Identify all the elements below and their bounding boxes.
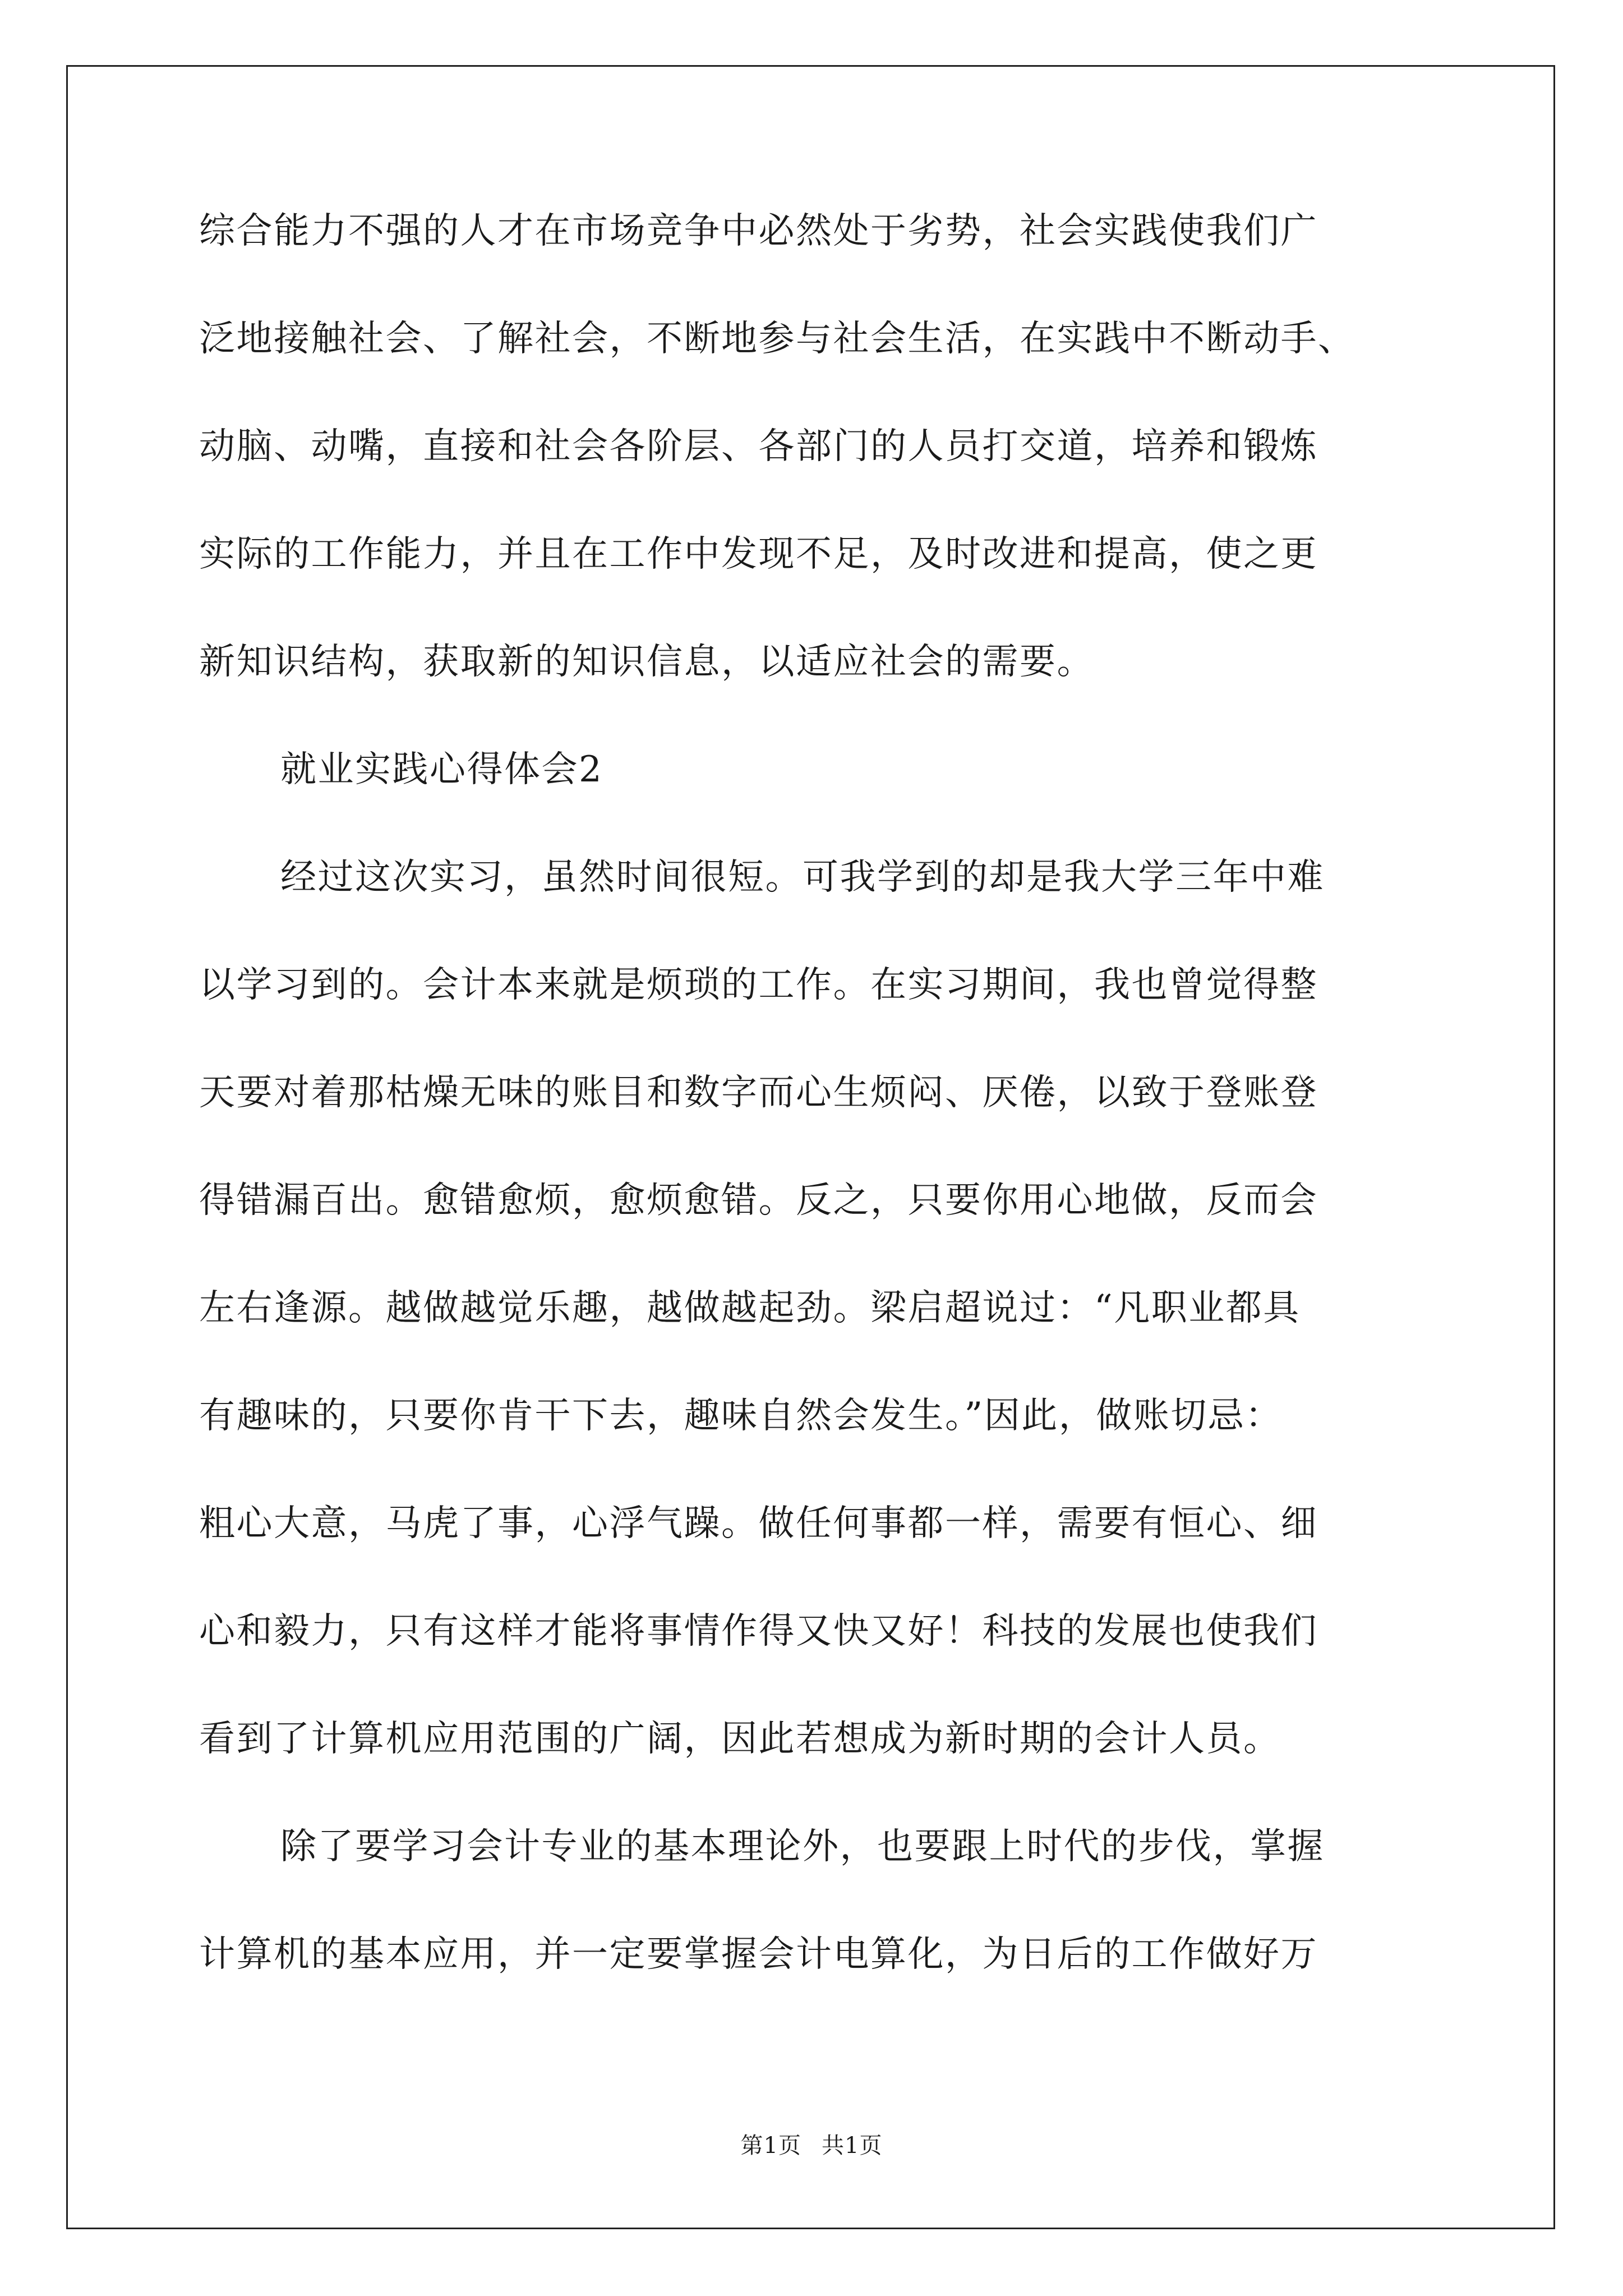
text-line: 心和毅力，只有这样才能将事情作得又快又好！科技的发展也使我们 — [199, 1611, 1318, 1652]
text-line: 除了要学习会计专业的基本理论外，也要跟上时代的步伐，掌握 — [280, 1826, 1325, 1867]
text-line: 看到了计算机应用范围的广阔，因此若想成为新时期的会计人员。 — [199, 1718, 1281, 1760]
section-heading: 就业实践心得体会2 — [280, 749, 603, 790]
text-line: 动脑、动嘴，直接和社会各阶层、各部门的人员打交道，培养和锻炼 — [199, 426, 1318, 467]
text-line: 有趣味的，只要你肯干下去，趣味自然会发生。”因此，做账切忌： — [199, 1395, 1283, 1437]
page-border — [66, 65, 1555, 2229]
text-line: 得错漏百出。愈错愈烦，愈烦愈错。反之，只要你用心地做，反而会 — [199, 1180, 1318, 1221]
text-line: 实际的工作能力，并且在工作中发现不足，及时改进和提高，使之更 — [199, 533, 1318, 575]
text-line: 以学习到的。会计本来就是烦琐的工作。在实习期间，我也曾觉得整 — [199, 964, 1318, 1006]
page-number: 第1页 — [740, 2133, 801, 2159]
text-line: 左右逢源。越做越觉乐趣，越做越起劲。梁启超说过：“凡职业都具 — [199, 1287, 1301, 1329]
page-footer — [0, 2132, 1623, 2160]
text-line: 经过这次实习，虽然时间很短。可我学到的却是我大学三年中难 — [280, 857, 1325, 898]
text-line: 综合能力不强的人才在市场竞争中必然处于劣势，社会实践使我们广 — [199, 210, 1318, 252]
text-line: 粗心大意，马虎了事，心浮气躁。做任何事都一样，需要有恒心、细 — [199, 1503, 1318, 1544]
text-line: 计算机的基本应用，并一定要掌握会计电算化，为日后的工作做好万 — [199, 1934, 1318, 1975]
text-line: 天要对着那枯燥无味的账目和数字而心生烦闷、厌倦，以致于登账登 — [199, 1072, 1318, 1114]
text-line: 新知识结构，获取新的知识信息，以适应社会的需要。 — [199, 641, 1094, 683]
page-total: 共1页 — [822, 2133, 883, 2159]
text-line: 泛地接触社会、了解社会，不断地参与社会生活，在实践中不断动手、 — [199, 318, 1355, 360]
